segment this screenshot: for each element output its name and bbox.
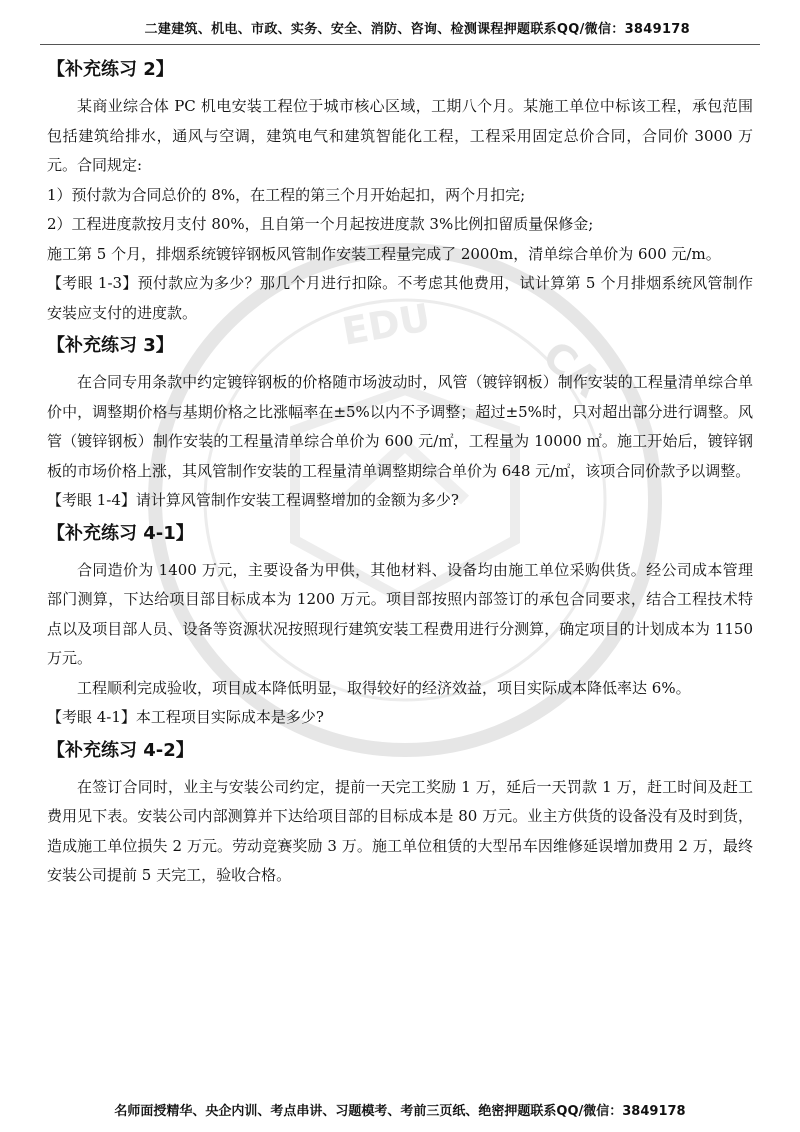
paragraph: 2）工程进度款按月支付 80%，且自第一个月起按进度款 3%比例扣留质量保修金; <box>47 215 594 233</box>
section-supplement-2 <box>47 56 753 328</box>
paragraph: 在签订合同时，业主与安装公司约定，提前一天完工奖励 1 万，延后一天罚款 1 万，赶工时间及赶工费用见下表。安装公司内部测算并下达给项目部的目标成本是 80 万元。业主方供货的设备没有及时到货，造成施工单位损失 2 万元。劳动竞赛奖励 3 万。施工单位租赁的大型吊车因维修延误增加费用 2 万，最终安装公司提前 5 天完工，验收合格。 <box>47 777 753 884</box>
exam-question: 【考眼 4-1】本工程项目实际成本是多少? <box>47 708 324 726</box>
paragraph: 工程顺利完成验收，项目成本降低明显，取得较好的经济效益，项目实际成本降低率达 6%。 <box>77 678 691 697</box>
footer-text: 名师面授精华、央企内训、考点串讲、习题模考、考前三页纸、绝密押题联系QQ/微信：3849178 <box>114 1104 686 1119</box>
page-header <box>40 0 760 45</box>
section-title: 【补充练习 4-2】 <box>47 739 194 761</box>
section-supplement-4-1 <box>47 520 753 733</box>
section-title: 【补充练习 3】 <box>47 335 174 356</box>
paragraph: 1）预付款为合同总价的 8%，在工程的第三个月开始起扣，两个月扣完; <box>47 185 526 204</box>
svg-text:EDU: EDU <box>338 295 434 354</box>
section-supplement-3 <box>47 332 753 516</box>
section-title: 【补充练习 2】 <box>47 59 174 80</box>
paragraph: 在合同专用条款中约定镀锌钢板的价格随市场波动时，风管（镀锌钢板）制作安装的工程量清单综合单价中，调整期价格与基期价格之比涨幅率在±5%以内不予调整；超过±5%时，只对超出部分进行调整。风管（镀锌钢板）制作安装的工程量清单综合单价为 600 元/㎡，工程量为 10000 ㎡。施工开始后，镀锌钢板的市场价格上涨，其风管制作安装的工程量清单调整期综合单价为 648 元/㎡，该项合同价款予以调整。 <box>47 373 753 480</box>
document-body <box>47 52 753 891</box>
paragraph: 合同造价为 1400 万元，主要设备为甲供，其他材料、设备均由施工单位采购供货。经公司成本管理部门测算，下达给项目部目标成本为 1200 万元。项目部按照内部签订的承包合同要求，结合工程技术特点以及项目部人员、设备等资源状况按照现行建筑安装工程费用进行分测算，确定项目的计划成本为 1150 万元。 <box>47 560 753 667</box>
paragraph: 施工第 5 个月，排烟系统镀锌钢板风管制作安装工程量完成了 2000m，清单综合单价为 600 元/m。 <box>47 244 721 263</box>
paragraph: 某商业综合体 PC 机电安装工程位于城市核心区域，工期八个月。某施工单位中标该工程，承包范围包括建筑给排水，通风与空调，建筑电气和建筑智能化工程，工程采用固定总价合同，合同价 3000 万元。合同规定: <box>47 97 753 174</box>
section-title: 【补充练习 4-1】 <box>47 522 194 544</box>
section-supplement-4-2 <box>47 737 753 891</box>
svg-text:CA: CA <box>533 332 610 407</box>
exam-question: 【考眼 1-3】预付款应为多少？那几个月进行扣除。不考虑其他费用，试计算第 5 个月排烟系统风管制作安装应支付的进度款。 <box>47 274 753 322</box>
page-footer <box>0 1100 800 1119</box>
exam-question: 【考眼 1-4】请计算风管制作安装工程调整增加的金额为多少? <box>47 491 459 509</box>
header-text: 二建建筑、机电、市政、实务、安全、消防、咨询、检测课程押题联系QQ/微信：3849178 <box>144 22 690 37</box>
